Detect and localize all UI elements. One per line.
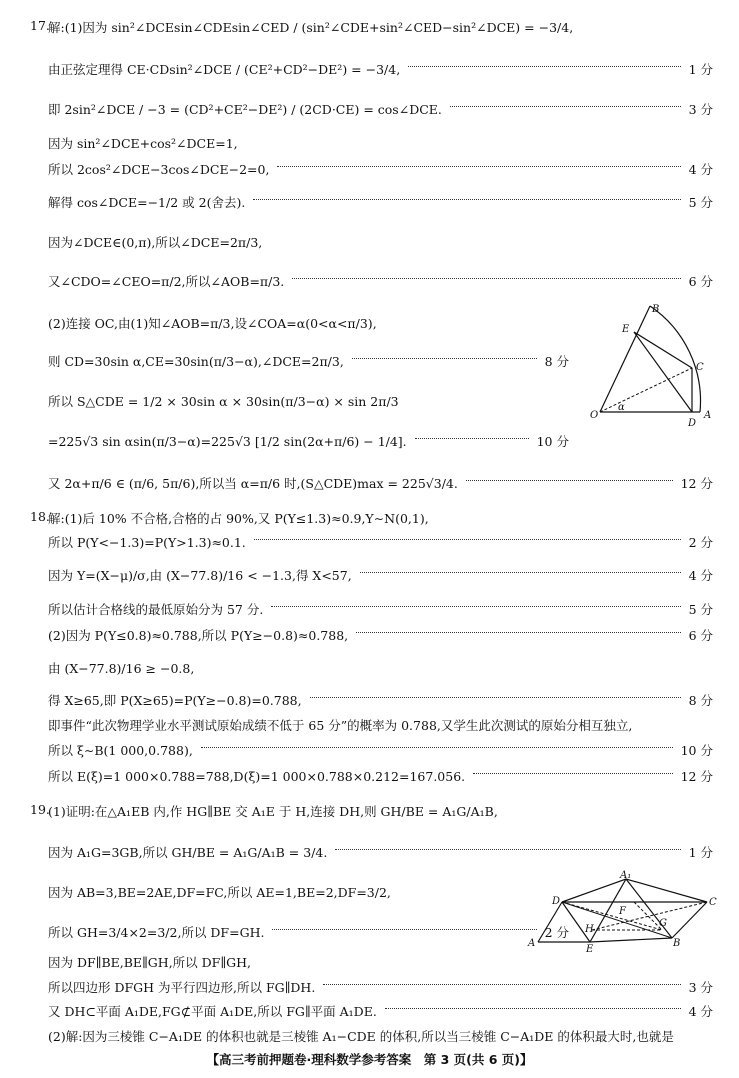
line-text: 解:(1)因为 sin²∠DCEsin∠CDEsin∠CED / (sin²∠CDE+sin²∠CED−sin²∠DCE) = −3/4, [48,20,574,35]
label-E: E [586,944,594,952]
score-label: 3 分 [688,980,713,995]
dotted-leader [408,66,680,67]
score-label: 4 分 [688,1004,713,1019]
q18-line-7 [48,691,713,709]
q18-line-2 [48,533,713,551]
label-G: G [659,918,667,929]
dotted-leader [272,929,536,930]
dotted-leader [277,166,680,167]
q17-line-13 [48,474,713,492]
score-label: 1 分 [688,62,713,77]
q17-line-5 [48,160,713,178]
line-text: (1)证明:在△A₁EB 内,作 HG∥BE 交 A₁E 于 H,连接 DH,则 GH/BE = A₁G/A₁B, [48,804,498,819]
line-text: 因为∠DCE∈(0,π),所以∠DCE=2π/3, [48,235,263,250]
score-label: 6 分 [688,628,713,643]
q17-line-8 [48,272,713,290]
label-alpha: α [618,402,625,413]
q17-line-12 [48,432,569,450]
q17-line-9 [48,314,569,332]
dotted-leader [356,632,680,633]
label-D: D [688,418,697,429]
line-text: 解得 cos∠DCE=−1/2 或 2(舍去). [48,195,246,210]
line-text: 得 X≥65,即 P(X≥65)=P(Y≥−0.8)=0.788, [48,693,302,708]
line-text: 又 DH⊂平面 A₁DE,FG⊄平面 A₁DE,所以 FG∥平面 A₁DE. [48,1004,377,1019]
q18-line-4 [48,600,713,618]
score-label: 2 分 [688,535,713,550]
label-B: B [652,304,660,315]
label-C: C [696,362,704,373]
score-label: 10 分 [680,743,713,758]
label-C: C [709,897,717,908]
dotted-leader [466,480,673,481]
score-label: 2 分 [544,925,569,940]
page-footer: 【高三考前押题卷·理科数学参考答案 第 3 页(共 6 页)】 [206,1052,533,1067]
line-text: 则 CD=30sin α,CE=30sin(π/3−α),∠DCE=2π/3, [48,354,344,369]
score-label: 6 分 [688,274,713,289]
score-label: 1 分 [688,845,713,860]
q17-line-1 [48,18,713,36]
score-label: 10 分 [536,434,569,449]
label-A1: A₁ [620,870,632,881]
line-text: 所以 E(ξ)=1 000×0.788=788,D(ξ)=1 000×0.788×0.212=167.056. [48,769,466,784]
line-text: 又 2α+π/6 ∈ (π/6, 5π/6),所以当 α=π/6 时,(S△CDE)max = 225√3/4. [48,476,458,491]
label-D: D [552,896,561,907]
q19-line-2 [48,843,713,861]
q18-line-8 [48,716,713,734]
sector-figure [590,302,720,432]
line-text: 所以 2cos²∠DCE−3cos∠DCE−2=0, [48,162,270,177]
line-text: 因为 Y=(X−μ)/σ,由 (X−77.8)/16 < −1.3,得 X<57, [48,568,352,583]
line-text: 解:(1)后 10% 不合格,合格的占 90%,又 P(Y≤1.3)≈0.9,Y∼N(0,1), [48,511,429,526]
dotted-leader [360,572,681,573]
score-label: 5 分 [688,195,713,210]
dotted-leader [473,773,672,774]
solid-figure [522,870,717,952]
dotted-leader [323,984,680,985]
line-text: (2)解:因为三棱锥 C−A₁DE 的体积也就是三棱锥 A₁−CDE 的体积,所以当三棱锥 C−A₁DE 的体积最大时,也就是 [48,1029,674,1044]
q17-line-4 [48,134,713,152]
dotted-leader [385,1008,681,1009]
question-number-17: 17. [30,18,50,33]
label-O: O [590,410,599,421]
dotted-leader [450,106,681,107]
q19-line-1 [48,802,713,820]
dotted-leader [201,747,673,748]
line-text: 即 2sin²∠DCE / −3 = (CD²+CE²−DE²) / (2CD·CE) = cos∠DCE. [48,102,442,117]
dotted-leader [254,539,681,540]
line-text: 由正弦定理得 CE·CDsin²∠DCE / (CE²+CD²−DE²) = −3/4, [48,62,401,77]
score-label: 12 分 [680,769,713,784]
score-label: 8 分 [688,693,713,708]
q19-line-4 [48,923,569,941]
label-A: A [528,938,536,949]
q19-line-6 [48,978,713,996]
label-H: H [585,924,594,935]
score-label: 4 分 [688,568,713,583]
line-text: 所以 ξ∼B(1 000,0.788), [48,743,193,758]
score-label: 5 分 [688,602,713,617]
q18-line-3 [48,566,713,584]
line-text: 所以 S△CDE = 1/2 × 30sin α × 30sin(π/3−α) × sin 2π/3 [48,394,399,409]
q17-line-10 [48,352,569,370]
line-text: (2)连接 OC,由(1)知∠AOB=π/3,设∠COA=α(0<α<π/3), [48,316,377,331]
label-E: E [622,324,630,335]
q19-line-8 [48,1027,713,1045]
line-text: 所以估计合格线的最低原始分为 57 分. [48,602,264,617]
dotted-leader [271,606,680,607]
line-text: 所以 GH=3/4×2=3/2,所以 DF=GH. [48,925,265,940]
question-number-18: 18. [30,509,50,524]
label-F: F [619,906,626,917]
line-text: =225√3 sin αsin(π/3−α)=225√3 [1/2 sin(2α+π/6) − 1/4]. [48,433,407,449]
q18-line-5 [48,626,713,644]
line-text: 所以 P(Y<−1.3)=P(Y>1.3)≈0.1. [48,535,246,550]
q17-line-11 [48,392,569,410]
q17-line-2 [48,60,713,78]
q18-line-6 [48,659,713,677]
q17-line-7 [48,233,713,251]
q18-line-1 [48,509,713,527]
q17-line-6 [48,193,713,211]
line-text: 由 (X−77.8)/16 ≥ −0.8, [48,661,195,676]
line-text: 因为 A₁G=3GB,所以 GH/BE = A₁G/A₁B = 3/4. [48,845,328,860]
dotted-leader [352,358,537,359]
score-label: 4 分 [688,162,713,177]
score-label: 8 分 [544,354,569,369]
line-text: 又∠CDO=∠CEO=π/2,所以∠AOB=π/3. [48,274,285,289]
dotted-leader [310,697,681,698]
q18-line-10 [48,767,713,785]
line-text: (2)因为 P(Y≤0.8)≈0.788,所以 P(Y≥−0.8)≈0.788, [48,628,349,643]
score-label: 12 分 [680,476,713,491]
q17-line-3 [48,100,713,118]
q19-line-5 [48,953,713,971]
line-text: 即事件“此次物理学业水平测试原始成绩不低于 65 分”的概率为 0.788,又学生此次测试的原始分相互独立, [48,718,633,733]
dotted-leader [292,278,680,279]
label-B: B [673,938,681,949]
dotted-leader [253,199,680,200]
dotted-leader [335,849,680,850]
line-text: 因为 AB=3,BE=2AE,DF=FC,所以 AE=1,BE=2,DF=3/2, [48,885,391,900]
dotted-leader [415,438,529,439]
q19-line-3 [48,883,569,901]
q19-line-7 [48,1002,713,1020]
line-text: 所以四边形 DFGH 为平行四边形,所以 FG∥DH. [48,980,316,995]
line-text: 因为 sin²∠DCE+cos²∠DCE=1, [48,136,238,151]
line-text: 因为 DF∥BE,BE∥GH,所以 DF∥GH, [48,955,251,970]
score-label: 3 分 [688,102,713,117]
q18-line-9 [48,741,713,759]
label-A: A [704,410,712,421]
question-number-19: 19. [30,802,50,817]
